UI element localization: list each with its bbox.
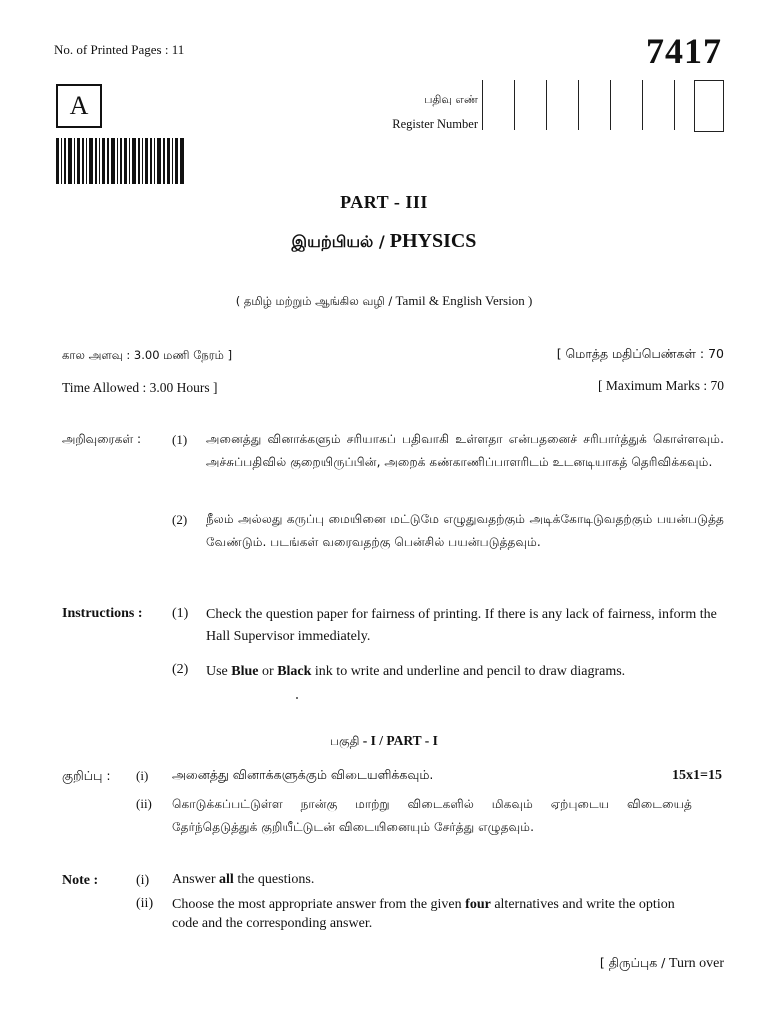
series-letter-box bbox=[56, 84, 102, 128]
instruction-number: (2) bbox=[172, 512, 188, 527]
black-ink-bold: Black bbox=[277, 664, 312, 679]
barcode bbox=[56, 138, 184, 184]
version-line bbox=[0, 293, 768, 310]
instructions-label-english: Instructions : bbox=[62, 606, 143, 621]
blue-ink-bold: Blue bbox=[231, 664, 259, 679]
instruction-text-tamil-2: நீலம் அல்லது கருப்பு மையினை மட்டுமே எழுதுவதற்கும் அடிக்கோடிடுவதற்கும் பயன்படுத்த வேண்டும். படங்கள் வரைவதற்கு பென்சில் பயன்படுத்தவும். bbox=[206, 512, 724, 549]
stray-dot bbox=[296, 697, 298, 699]
series-letter: A bbox=[69, 91, 89, 120]
part-heading: PART - III bbox=[340, 192, 428, 212]
part-one-english: - I / PART - I bbox=[359, 733, 438, 748]
instruction-number: (1) bbox=[172, 432, 188, 447]
instruction-text-english-2: Use Blue or Black ink to write and underline and pencil to draw diagrams. bbox=[206, 664, 626, 679]
part-one-marks: 15x1=15 bbox=[672, 768, 722, 783]
instruction-number: (1) bbox=[172, 606, 189, 621]
note-number: (i) bbox=[136, 873, 150, 888]
paper-code: 7417 bbox=[646, 31, 722, 71]
register-label-english: Register Number bbox=[392, 117, 478, 131]
max-marks-english: [ Maximum Marks : 70 bbox=[598, 378, 724, 393]
part-one-tamil: பகுதி bbox=[330, 734, 360, 748]
printed-pages-count: No. of Printed Pages : 11 bbox=[54, 42, 185, 57]
note-label-english: Note : bbox=[62, 873, 99, 888]
version-tamil: ( தமிழ் மற்றும் ஆங்கில வழி / bbox=[235, 294, 393, 308]
register-number-label bbox=[360, 88, 478, 136]
instructions-label-tamil: அறிவுரைகள் : bbox=[62, 432, 142, 446]
subject-title bbox=[0, 230, 768, 253]
time-allowed-tamil: கால அளவு : 3.00 மணி நேரம் ] bbox=[62, 348, 233, 362]
subject-english: PHYSICS bbox=[384, 230, 477, 252]
instruction-text-tamil-1: அனைத்து வினாக்களும் சரியாகப் பதிவாகி உள்ளதா என்பதனைச் சரிபார்த்துக் கொள்ளவும். அச்சுப்பதிவில் குறையிருப்பின், அறைக் கண்காணிப்பாளரிடம் உடனடியாகத் தெரிவிக்கவும். bbox=[206, 432, 724, 469]
note-number: (ii) bbox=[136, 796, 152, 811]
register-number-boxes[interactable] bbox=[482, 80, 724, 132]
register-label-tamil: பதிவு எண் bbox=[424, 93, 478, 106]
part-one-heading bbox=[0, 733, 768, 750]
turn-over-tamil: [ திருப்புக / bbox=[599, 955, 666, 970]
subject-tamil: இயற்பியல் / bbox=[291, 232, 385, 251]
turn-over-english: Turn over bbox=[665, 956, 724, 971]
max-marks-tamil: [ மொத்த மதிப்பெண்கள் : 70 bbox=[556, 346, 724, 361]
instruction-number: (2) bbox=[172, 662, 189, 677]
note-number: (i) bbox=[136, 768, 149, 783]
instruction-text-english-1: Check the question paper for fairness of printing. If there is any lack of fairness, inform the Hall Supervisor immediately. bbox=[206, 607, 717, 644]
note-text-tamil-2: கொடுக்கப்பட்டுள்ள நான்கு மாற்று விடைகளில் மிகவும் ஏற்புடைய விடையைத் தேர்ந்தெடுத்துக் குறியீட்டுடன் விடையினையும் சேர்த்து எழுதவும். bbox=[172, 797, 692, 834]
note-text-tamil-1: அனைத்து வினாக்களுக்கும் விடையளிக்கவும். bbox=[172, 767, 434, 782]
note-label-tamil: குறிப்பு : bbox=[62, 768, 111, 783]
version-english: Tamil & English Version ) bbox=[392, 293, 533, 308]
note-text-english-1: Answer all the questions. bbox=[172, 872, 315, 887]
note-number: (ii) bbox=[136, 896, 154, 911]
note-text-english-2: Choose the most appropriate answer from the given four alternatives and write the option code and the corresponding answer. bbox=[172, 897, 675, 931]
turn-over-label bbox=[600, 955, 724, 972]
time-allowed-english: Time Allowed : 3.00 Hours ] bbox=[62, 380, 218, 395]
